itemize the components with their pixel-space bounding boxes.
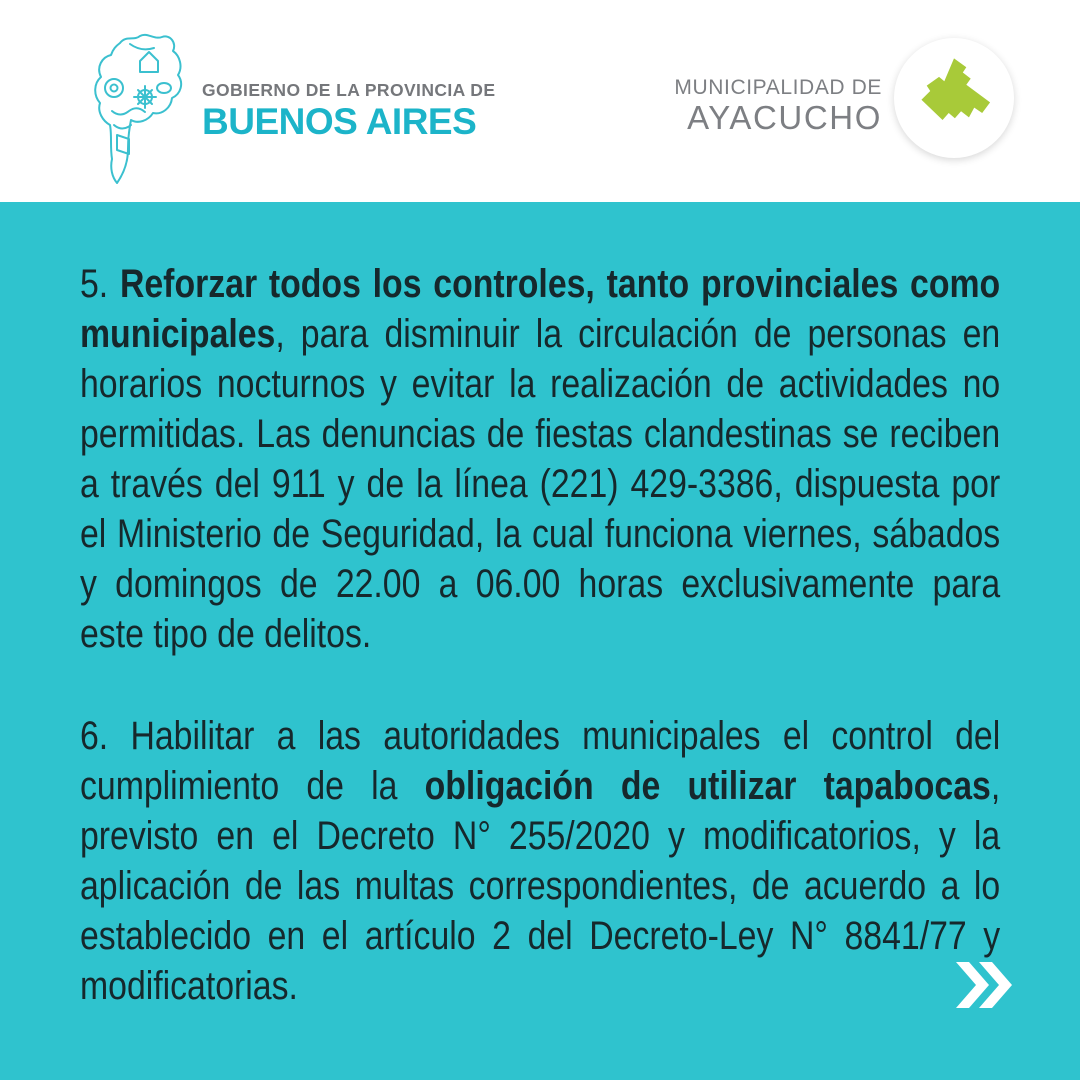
buenos-aires-province-map-icon: [84, 30, 186, 188]
ayacucho-logo-subtitle: MUNICIPALIDAD DE: [674, 76, 882, 99]
measures-text-block: [80, 259, 1000, 1011]
measure-item-6: 6. Habilitar a las autoridades municipales el control del cumplimiento de la obligación de utilizar tapabocas, previsto en el Decreto N° 255/2020 y modificatorios, y la aplicación de las multas correspondientes, de acuerdo a lo establecido en el artículo 2 del Decreto-Ley N° 8841/77 y modificatorias.: [80, 714, 1001, 1008]
ba-logo-title: BUENOS AIRES: [202, 100, 477, 142]
header-bar: [0, 0, 1080, 202]
ba-logo-subtitle: GOBIERNO DE LA PROVINCIA DE: [202, 80, 496, 100]
ayacucho-logo-title: AYACUCHO: [687, 99, 882, 136]
measure-item-5: 5. Reforzar todos los controles, tanto provinciales como municipales, para disminuir la circulación de personas en horarios nocturnos y evitar la realización de actividades no permitidas. Las denuncias de fiestas clandestinas se reciben a través del 911 y de la línea (221) 429-3386, dispuesta por el Ministerio de Seguridad, la cual funciona viernes, sábados y domingos de 22.00 a 06.00 horas exclusivamente para este tipo de delitos.: [80, 262, 1001, 656]
ayacucho-badge: [894, 38, 1014, 158]
buenos-aires-logo: [202, 82, 495, 140]
content-area: [0, 202, 1080, 1080]
ayacucho-district-map-icon: [910, 54, 998, 142]
ayacucho-logo: [674, 77, 882, 134]
next-chevrons-icon[interactable]: [956, 962, 1012, 1008]
